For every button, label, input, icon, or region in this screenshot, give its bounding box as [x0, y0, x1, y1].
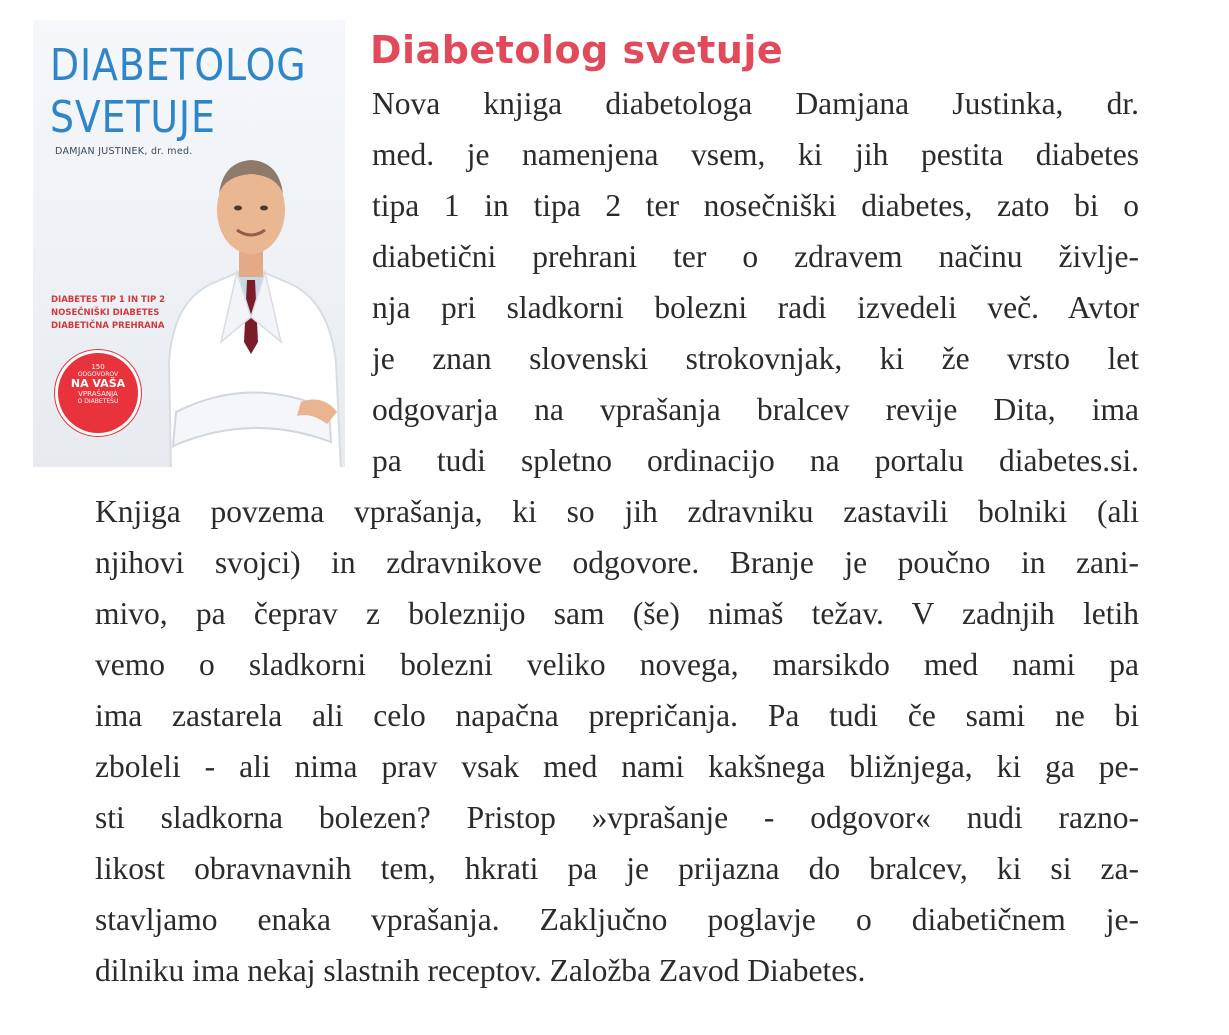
cover-tag: NOSEČNIŠKI DIABETES [51, 308, 160, 318]
badge-line: NA VAŠA [70, 377, 126, 390]
article-line: vemo o sladkorni bolezni veliko novega, marsikdo med nami pa [95, 647, 1139, 682]
article-line: nja pri sladkorni bolezni radi izvedeli več. Avtor [372, 290, 1139, 325]
article-line: Nova knjiga diabetologa Damjana Justinka, dr. [372, 86, 1139, 121]
article-line: ima zastarela ali celo napačna prepričanja. Pa tudi če sami ne bi [95, 698, 1139, 733]
badge-line: VPRAŠANJA [78, 390, 118, 398]
doctor-portrait-image [151, 112, 345, 467]
article-line: med. je namenjena vsem, ki jih pestita diabetes [372, 137, 1139, 172]
cover-title-line: DIABETOLOG [50, 40, 307, 91]
article-line: pa tudi spletno ordinacijo na portalu diabetes.si. [372, 443, 1139, 478]
article-headline: Diabetolog svetuje [370, 28, 784, 72]
article-line: zboleli - ali nima prav vsak med nami kakšnega bližnjega, ki ga pe- [95, 749, 1139, 784]
cover-badge [55, 350, 141, 436]
badge-line: 150 [91, 363, 105, 371]
article-line: Knjiga povzema vprašanja, ki so jih zdravniku zastavili bolniki (ali [95, 494, 1139, 529]
article-line: tipa 1 in tipa 2 ter nosečniški diabetes, zato bi o [372, 188, 1139, 223]
article-line: stavljamo enaka vprašanja. Zaključno poglavje o diabetičnem je- [95, 902, 1139, 937]
badge-line: ODGOVOROV [77, 371, 119, 378]
article-line: diabetični prehrani ter o zdravem načinu življe- [372, 239, 1139, 274]
cover-tag: DIABETES TIP 1 IN TIP 2 [51, 295, 166, 305]
cover-author: DAMJAN JUSTINEK, dr. med. [55, 146, 193, 157]
article-line: sti sladkorna bolezen? Pristop »vprašanje - odgovor« nudi razno- [95, 800, 1139, 835]
article-line: odgovarja na vprašanja bralcev revije Dita, ima [372, 392, 1139, 427]
book-cover [33, 20, 345, 467]
cover-tags [51, 294, 191, 333]
article-line: dilniku ima nekaj slastnih receptov. Založba Zavod Diabetes. [95, 953, 866, 988]
article-line: je znan slovenski strokovnjak, ki že vrsto let [372, 341, 1139, 376]
cover-title-line: SVETUJE [50, 92, 216, 143]
article-line: likost obravnavnih tem, hkrati pa je prijazna do bralcev, ki si za- [95, 851, 1139, 886]
article-line: mivo, pa čeprav z boleznijo sam (še) nimaš težav. V zadnjih letih [95, 596, 1139, 631]
article-line: njihovi svojci) in zdravnikove odgovore. Branje je poučno in zani- [95, 545, 1139, 580]
badge-line: O DIABETESU [77, 398, 119, 405]
cover-tag: DIABETIČNA PREHRANA [51, 321, 165, 331]
